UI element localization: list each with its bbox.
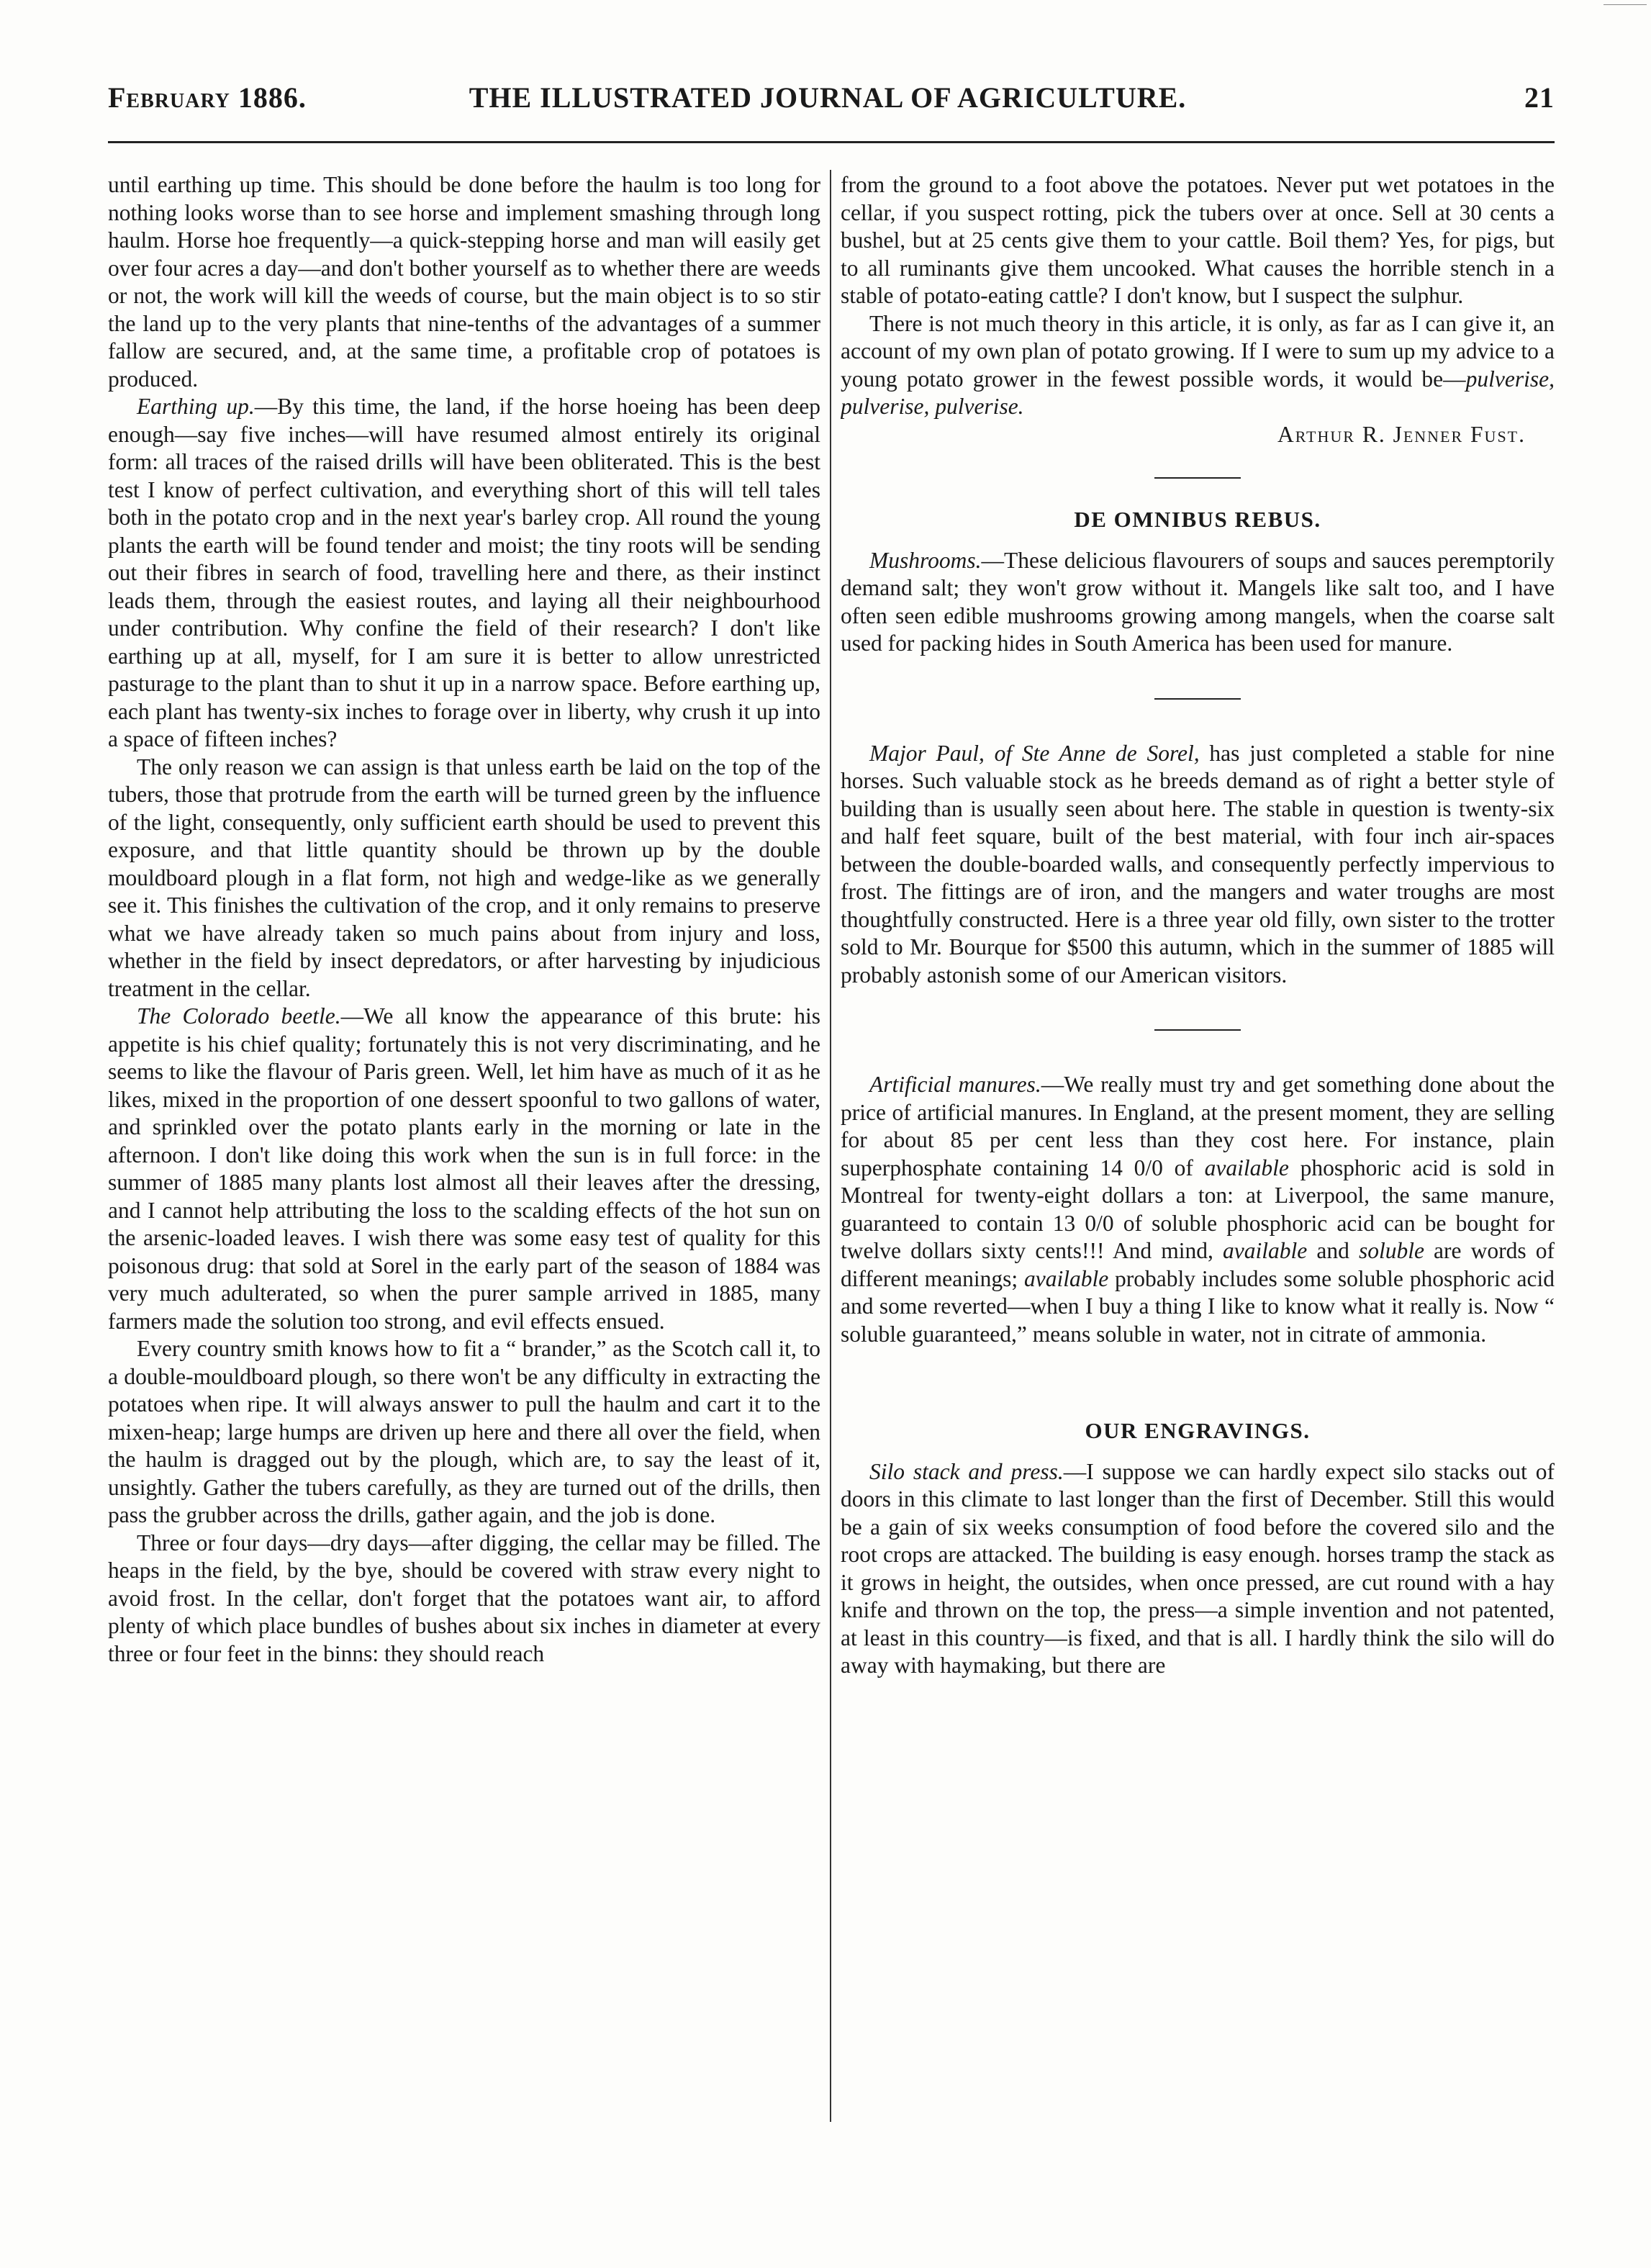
paragraph-text: —We all know the appearance of this brute: his appetite is his chief quality; fortunately this is not very discriminating, and he seems to like the flavour of Paris green. Well, let him have as much of it as he likes, mixed in the proportion of one dessert spoonful to two gallons of water, and sprinkled over the potato plants early in the morning or late in the afternoon. I don't like doing this work when the sun is in full force: in the summer of 1885 many plants lost almost all their leaves after the dressing, and I cannot help attributing the loss to the scalding effects of the hot sun on the arsenic-loaded leaves. I wish there was some easy test of quality for this poisonous drug: that sold at Sorel in the early part of the season of 1884 was very much adulterated, so when the purer sample arrived in 1885, many farmers made the solution too strong, and evil effects ensued. <box>108 1003 820 1334</box>
paragraph: until earthing up time. This should be done before the haulm is too long for nothing looks worse than to see horse and implement smashing through long haulm. Horse hoe frequently—a quick-stepping horse and man will easily get over four acres a day—and don't bother yourself as to whether there are weeds or not, the work will kill the weeds of course, but the main object is to so stir the land up to the very plants that nine-tenths of the advantages of a summer fallow are secured, and, at the same time, a profitable crop of potatoes is produced. <box>108 172 820 392</box>
subheading: Artificial manures. <box>869 1072 1041 1097</box>
left-column <box>108 171 820 2115</box>
emphasis: pulverise, pulverise, pulverise. <box>841 366 1555 419</box>
item-rule <box>1154 1029 1241 1031</box>
column-divider <box>830 170 831 2122</box>
right-column <box>841 171 1555 2115</box>
paragraph-text: and <box>1307 1238 1359 1263</box>
header-date: February 1886. <box>108 81 307 114</box>
paragraph: The only reason we can assign is that unless earth be laid on the top of the tubers, those that protrude from the earth will be turned green by the influence of the light, consequently, only sufficient earth should be used to prevent this exposure, and that little quantity should be thrown up by the double mouldboard plough in a flat form, not high and wedge-like as we generally see it. This finishes the cultivation of the crop, and it only remains to preserve what we have already taken so much pains about from injury and loss, whether in the field by insect depredators, or after harvesting by injudicious treatment in the cellar. <box>108 754 820 1001</box>
paragraph-text: —By this time, the land, if the horse hoeing has been deep enough—say five inches—will have resumed almost entirely its original form: all traces of the raised drills will have been obliterated. This is the best test I know of perfect cultivation, and everything short of this will tell tales both in the potato crop and in the next year's barley crop. All round the young plants the earth will be found tender and moist; the tiny roots will be sending out their fibres in search of food, travelling here and there, as their instinct leads them, through the easiest routes, and laying all their neighbourhood under contribution. Why confine the field of their research? I don't like earthing up at all, myself, for I am sure it is better to allow unrestricted pasturage to the plant than to shut it up in a narrow space. Before earthing up, each plant has twenty-six inches to forage over in liberty, why crush it up into a space of fifteen inches? <box>108 394 820 751</box>
paragraph <box>841 547 1555 658</box>
paragraph-text: phosphoric acid is sold in Montreal for twenty-eight dollars a ton: at Liverpool, the same manure, guaranteed to contain 13 0/0 of soluble phosphoric acid can be bought for twelve dollars sixty cents!!! And mind, <box>841 1155 1555 1263</box>
emphasis: available <box>1023 1265 1109 1291</box>
item-rule <box>1154 698 1241 700</box>
subheading: Earthing up. <box>137 394 255 419</box>
paragraph-text: has just completed a stable for nine horses. Such valuable stock as he breeds demand as of right a better style of building than is usually seen about here. The stable in question is twenty-six and half feet square, built of the best material, with four inch air-spaces between the double-boarded walls, and consequently perfectly impervious to frost. The fittings are of iron, and the mangers and water troughs are most thoughtfully constructed. Here is a three year old filly, own sister to the trotter sold to Mr. Bourque for $500 this autumn, which in the summer of 1885 will probably astonish some of our American visitors. <box>841 740 1555 988</box>
corner-mark <box>1603 4 1647 5</box>
header-rule <box>108 141 1555 143</box>
paragraph <box>108 1003 820 1335</box>
subheading: Mushrooms. <box>869 547 982 573</box>
paragraph-text: —These delicious flavourers of soups and sauces peremptorily demand salt; they won't grow without it. Mangels like salt too, and I have often seen edible mushrooms growing among mangels, when the coarse salt used for packing hides in South America has been used for manure. <box>841 547 1555 656</box>
paragraph <box>841 310 1555 421</box>
paragraph-text: are words of different meanings; <box>841 1238 1555 1291</box>
journal-title: THE ILLUSTRATED JOURNAL OF AGRICULTURE. <box>469 81 1187 114</box>
emphasis: available <box>1204 1155 1289 1180</box>
paragraph <box>108 393 820 754</box>
paragraph-text: —I suppose we can hardly expect silo stacks out of doors in this climate to last longer than the first of December. Still this would be a gain of six weeks consumption of food before the covered silo and the root crops are attacked. The building is easy enough. horses tramp the stack as it grows in height, the outsides, when once pressed, are cut round with a hay knife and thrown on the top, the press—a simple invention and not patented, at least in this country—is fixed, and that is all. I hardly think the silo will do away with haymaking, but there are <box>841 1458 1555 1678</box>
paragraph: from the ground to a foot above the potatoes. Never put wet potatoes in the cellar, if you suspect rotting, pick the tubers over at once. Sell at 30 cents a bushel, but at 25 cents give them to your cattle. Boil them? Yes, for pigs, but to all ruminants give them uncooked. What causes the horrible stench in a stable of potato-eating cattle? I don't know, but I suspect the sulphur. <box>841 172 1555 308</box>
section-title: DE OMNIBUS REBUS. <box>1074 507 1321 532</box>
spacer <box>841 1348 1555 1383</box>
author-signature: Arthur R. Jenner Fust. <box>1277 421 1526 447</box>
subheading: Major Paul, of Ste Anne de Sorel, <box>869 740 1200 766</box>
section-rule <box>1154 477 1241 479</box>
paragraph-text: —We really must try and get something done about the price of artificial manures. In England, at the present moment, they are selling for about 85 per cent less than they cost here. For instance, plain superphosphate containing 14 0/0 of <box>841 1072 1555 1180</box>
section-title: OUR ENGRAVINGS. <box>1085 1418 1311 1443</box>
paragraph: Every country smith knows how to fit a “ brander,” as the Scotch call it, to a double-mouldboard plough, so there won't be any difficulty in extracting the potatoes when ripe. It will always answer to pull the haulm and cart it to the mixen-heap; large humps are driven up here and there all over the field, when the haulm is dragged out by the plough, which are, to say the least of it, unsightly. Gather the tubers carefully, as they are turned out of the drills, then pass the grubber across the drills, gather again, and the job is done. <box>108 1336 820 1527</box>
page-number: 21 <box>1524 81 1555 114</box>
subheading: The Colorado beetle. <box>137 1003 341 1029</box>
emphasis: soluble <box>1358 1238 1424 1263</box>
paragraph <box>841 1071 1555 1348</box>
paragraph: Three or four days—dry days—after digging, the cellar may be filled. The heaps in the field, by the bye, should be covered with straw every night to avoid frost. In the cellar, don't forget that the potatoes want air, to afford plenty of which place bundles of bushes about six inches in diameter at every three or four feet in the binns: they should reach <box>108 1530 820 1666</box>
emphasis: available <box>1223 1238 1308 1263</box>
subheading: Silo stack and press. <box>869 1458 1064 1484</box>
paragraph <box>841 740 1555 990</box>
spacer <box>841 1383 1555 1417</box>
paragraph <box>841 1458 1555 1680</box>
paragraph-text: There is not much theory in this article, it is only, as far as I can give it, an account of my own plan of potato growing. If I were to sum up my advice to a young potato grower in the fewest possible words, it would be— <box>841 310 1555 392</box>
page-header <box>108 81 1555 117</box>
paragraph-text: probably includes some soluble phosphoric acid and some reverted—when I buy a thing I like to know what it really is. Now “ soluble guaranteed,” means soluble in water, not in citrate of ammonia. <box>841 1265 1555 1347</box>
